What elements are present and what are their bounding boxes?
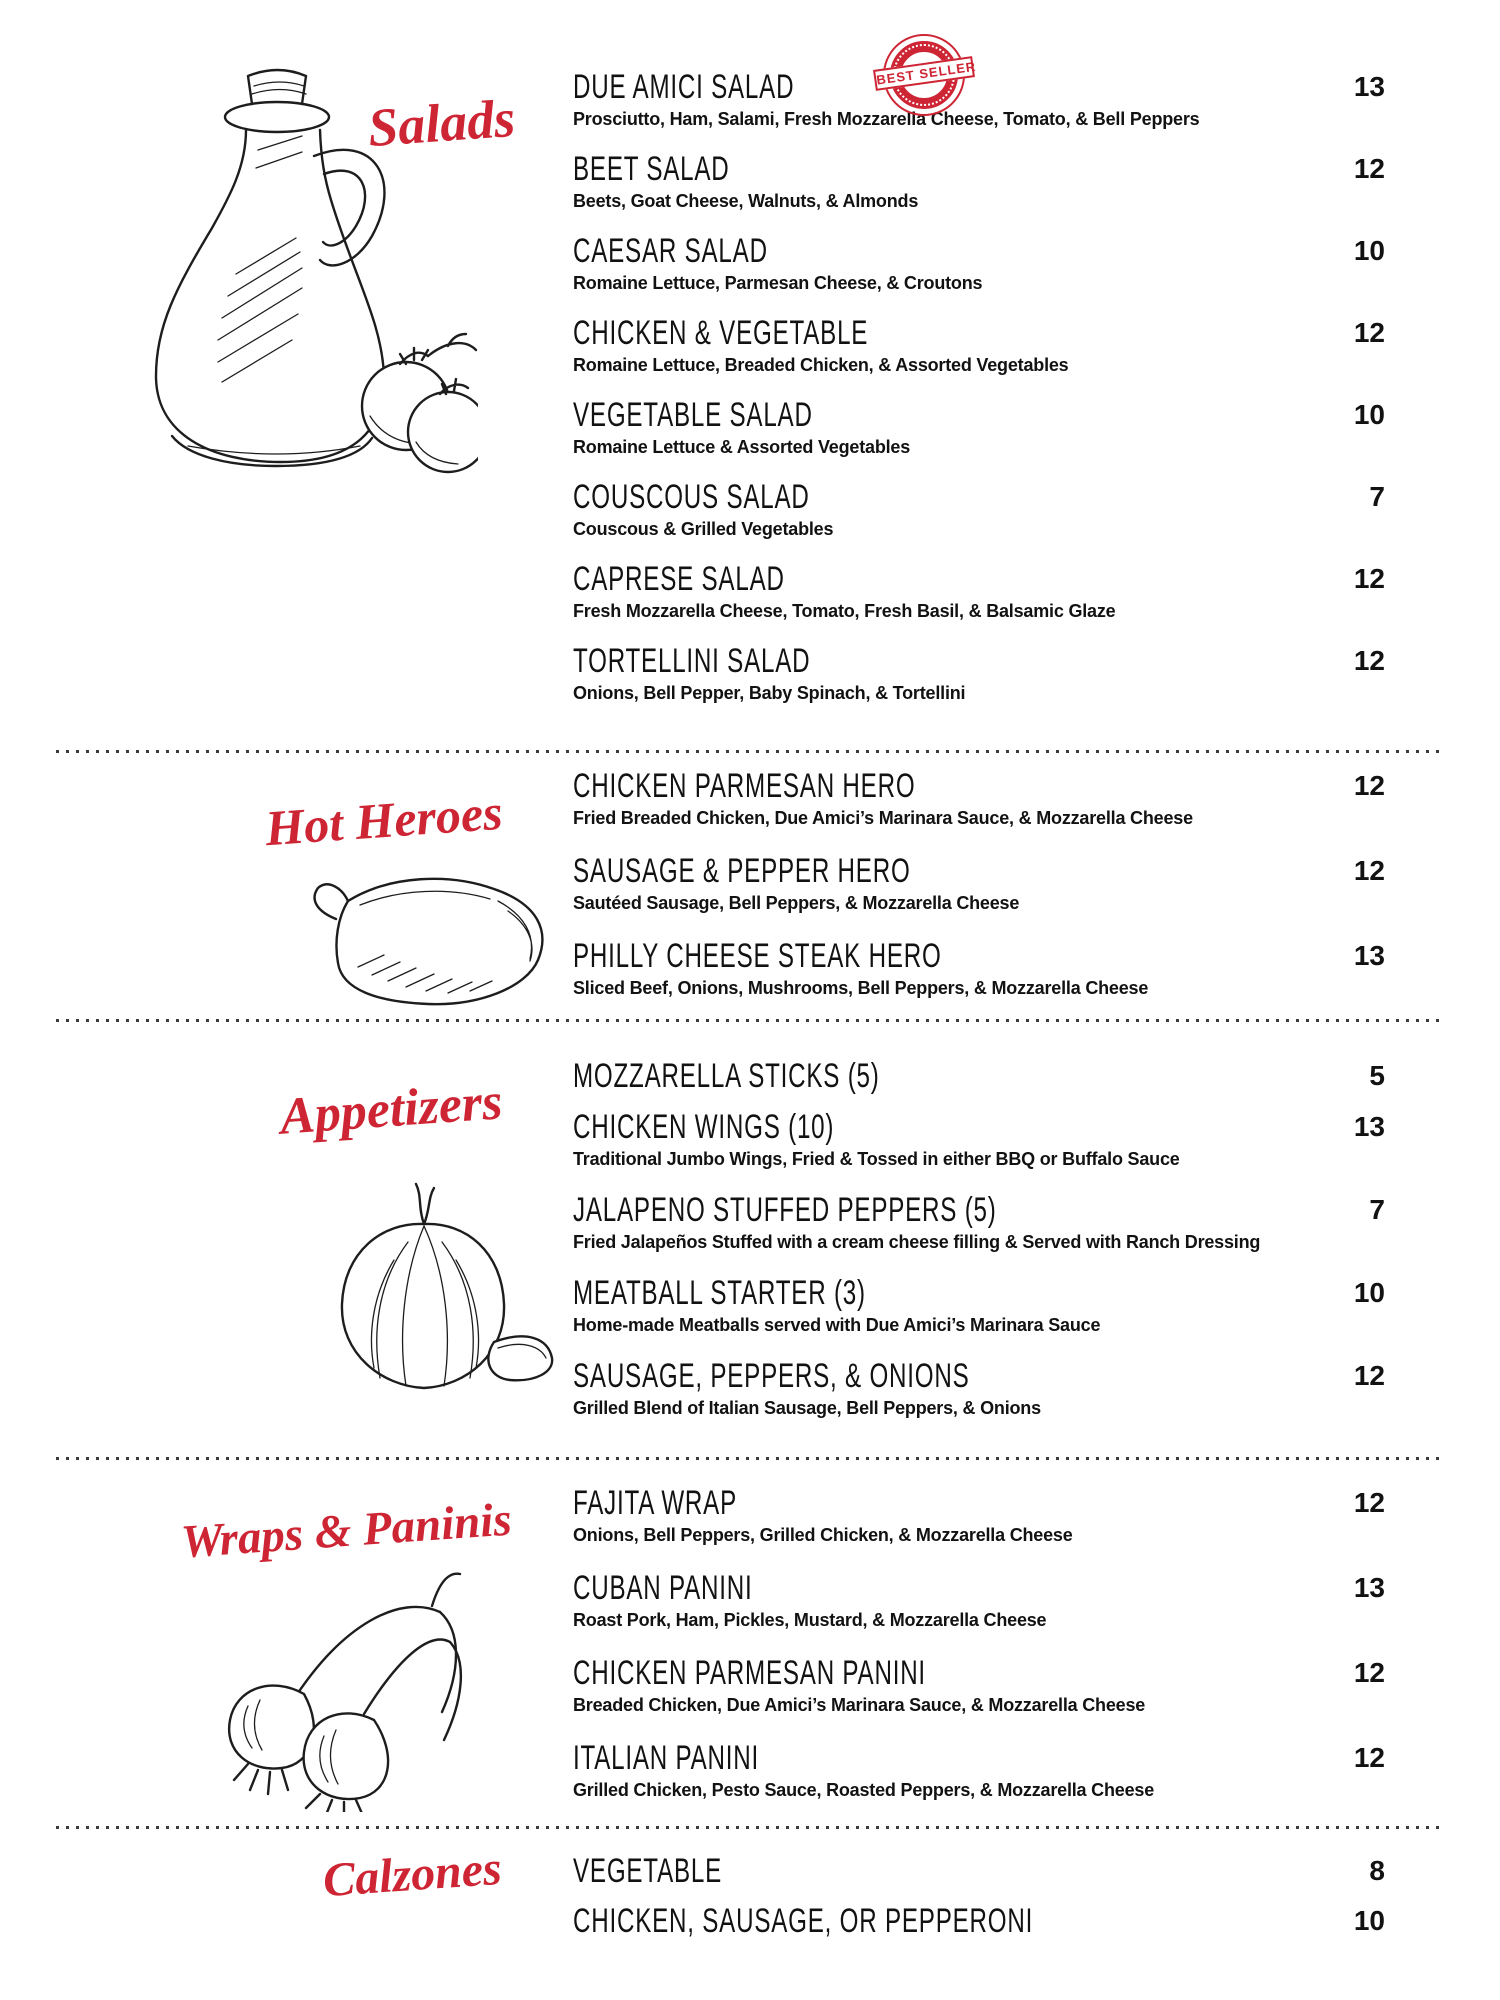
- item-price: 13: [1353, 1572, 1385, 1603]
- menu-item: [573, 557, 1385, 623]
- item-price: 12: [1353, 645, 1385, 676]
- section-wraps-paninis: [0, 1460, 1500, 1826]
- item-description: Onions, Bell Pepper, Baby Spinach, & Tortellini: [573, 683, 966, 703]
- calzones-items: [560, 1829, 1500, 2000]
- section-calzones: [0, 1829, 1500, 2000]
- menu-item: [573, 58, 1385, 131]
- item-name: JALAPENO STUFFED PEPPERS (5): [573, 1188, 997, 1229]
- item-name: CHICKEN PARMESAN HERO: [573, 764, 916, 805]
- item-description: Sliced Beef, Onions, Mushrooms, Bell Peppers, & Mozzarella Cheese: [573, 978, 1149, 998]
- item-name: FAJITA WRAP: [573, 1481, 737, 1522]
- item-price: 12: [1353, 855, 1385, 886]
- item-price: 10: [1353, 399, 1385, 430]
- item-description: Traditional Jumbo Wings, Fried & Tossed in either BBQ or Buffalo Sauce: [573, 1149, 1180, 1169]
- hot-heroes-heading: Hot Heroes: [262, 783, 504, 857]
- item-description: Grilled Blend of Italian Sausage, Bell Peppers, & Onions: [573, 1398, 1041, 1418]
- item-name: SAUSAGE & PEPPER HERO: [573, 849, 911, 890]
- item-name: SAUSAGE, PEPPERS, & ONIONS: [573, 1354, 970, 1395]
- menu-item: [573, 849, 1385, 915]
- menu-item: [573, 764, 1385, 830]
- item-description: Fried Jalapeños Stuffed with a cream cheese filling & Served with Ranch Dressing: [573, 1232, 1261, 1252]
- section-appetizers: [0, 1022, 1500, 1457]
- item-name: BEET SALAD: [573, 147, 730, 188]
- bell-pepper-illustration: [298, 871, 560, 1013]
- item-description: Grilled Chicken, Pesto Sauce, Roasted Peppers, & Mozzarella Cheese: [573, 1780, 1155, 1800]
- item-description: Breaded Chicken, Due Amici’s Marinara Sauce, & Mozzarella Cheese: [573, 1695, 1146, 1715]
- item-price: 10: [1353, 1905, 1385, 1936]
- wraps-left-column: [0, 1460, 560, 1826]
- item-price: 13: [1353, 940, 1385, 971]
- item-name: VEGETABLE: [573, 1849, 723, 1890]
- item-name: COUSCOUS SALAD: [573, 475, 810, 516]
- item-price: 12: [1353, 1742, 1385, 1773]
- item-name: PHILLY CHEESE STEAK HERO: [573, 934, 942, 975]
- item-name: ITALIAN PANINI: [573, 1736, 760, 1777]
- item-name: CHICKEN WINGS (10): [573, 1105, 835, 1146]
- garlic-illustration: [286, 1180, 558, 1412]
- item-price: 12: [1353, 770, 1385, 801]
- menu-item: [573, 475, 1385, 541]
- item-price: 13: [1353, 1111, 1385, 1142]
- item-price: 12: [1353, 1360, 1385, 1391]
- item-name: MEATBALL STARTER (3): [573, 1271, 866, 1312]
- item-description: Sautéed Sausage, Bell Peppers, & Mozzarella Cheese: [573, 893, 1020, 913]
- calzones-heading: Calzones: [321, 1841, 504, 1908]
- item-name: TORTELLINI SALAD: [573, 639, 811, 680]
- menu-item: [573, 1271, 1385, 1337]
- menu-item: [573, 1188, 1385, 1254]
- menu-item: [573, 1481, 1385, 1547]
- item-price: 8: [1369, 1855, 1385, 1886]
- item-description: Roast Pork, Ham, Pickles, Mustard, & Mozzarella Cheese: [573, 1610, 1047, 1630]
- menu-item: [573, 1736, 1385, 1802]
- item-name: MOZZARELLA STICKS (5): [573, 1054, 880, 1095]
- menu-item: [573, 311, 1385, 377]
- olive-oil-cruet-illustration: [118, 64, 478, 476]
- wraps-items: [560, 1460, 1500, 1826]
- item-price: 12: [1353, 317, 1385, 348]
- menu-item: [573, 229, 1385, 295]
- salads-items: [560, 0, 1500, 750]
- hot-heroes-items: [560, 753, 1500, 1019]
- item-description: Home-made Meatballs served with Due Amici’s Marinara Sauce: [573, 1315, 1101, 1335]
- item-name: CHICKEN PARMESAN PANINI: [573, 1651, 926, 1692]
- item-description: Couscous & Grilled Vegetables: [573, 519, 834, 539]
- menu-item: [573, 1849, 1385, 1890]
- item-price: 7: [1369, 481, 1385, 512]
- item-description: Romaine Lettuce, Breaded Chicken, & Assorted Vegetables: [573, 355, 1069, 375]
- item-price: 5: [1369, 1060, 1385, 1091]
- item-name: CAESAR SALAD: [573, 229, 768, 270]
- item-name: VEGETABLE SALAD: [573, 393, 813, 434]
- item-description: Romaine Lettuce, Parmesan Cheese, & Croutons: [573, 273, 983, 293]
- item-price: 10: [1353, 235, 1385, 266]
- best-seller-badge: [875, 34, 977, 116]
- item-price: 7: [1369, 1194, 1385, 1225]
- item-description: Prosciutto, Ham, Salami, Fresh Mozzarella Cheese, Tomato, & Bell Peppers: [573, 109, 1200, 129]
- menu-item: [573, 1105, 1385, 1171]
- section-hot-heroes: [0, 753, 1500, 1019]
- calzones-left-column: [0, 1829, 560, 2000]
- item-name: DUE AMICI SALAD: [573, 65, 795, 106]
- spring-onions-illustration: [192, 1560, 474, 1812]
- item-name: CAPRESE SALAD: [573, 557, 785, 598]
- item-price: 13: [1353, 71, 1385, 102]
- menu-item: [573, 1354, 1385, 1420]
- menu-item: [573, 1899, 1385, 1940]
- item-price: 12: [1353, 1657, 1385, 1688]
- item-price: 10: [1353, 1277, 1385, 1308]
- menu-item: [573, 934, 1385, 1000]
- item-description: Beets, Goat Cheese, Walnuts, & Almonds: [573, 191, 919, 211]
- menu-item: [573, 393, 1385, 459]
- menu-item: [573, 1566, 1385, 1632]
- item-name: CUBAN PANINI: [573, 1566, 753, 1607]
- badge-label: BEST SELLER: [873, 56, 975, 91]
- appetizers-left-column: [0, 1022, 560, 1457]
- item-description: Romaine Lettuce & Assorted Vegetables: [573, 437, 911, 457]
- item-name: CHICKEN & VEGETABLE: [573, 311, 869, 352]
- hot-heroes-left-column: [0, 753, 560, 1019]
- menu-item: [573, 1651, 1385, 1717]
- menu-item: [573, 1054, 1385, 1095]
- section-salads: [0, 0, 1500, 750]
- wraps-paninis-heading: Wraps & Paninis: [179, 1493, 514, 1569]
- item-description: Fresh Mozzarella Cheese, Tomato, Fresh Basil, & Balsamic Glaze: [573, 601, 1116, 621]
- menu-item: [573, 639, 1385, 705]
- appetizers-heading: Appetizers: [277, 1073, 504, 1146]
- item-price: 12: [1353, 153, 1385, 184]
- item-name: CHICKEN, SAUSAGE, OR PEPPERONI: [573, 1899, 1034, 1940]
- salads-heading: Salads: [366, 87, 517, 159]
- item-description: Onions, Bell Peppers, Grilled Chicken, & Mozzarella Cheese: [573, 1525, 1073, 1545]
- item-price: 12: [1353, 1487, 1385, 1518]
- menu-item: [573, 147, 1385, 213]
- item-description: Fried Breaded Chicken, Due Amici’s Marinara Sauce, & Mozzarella Cheese: [573, 808, 1193, 828]
- appetizers-items: [560, 1022, 1500, 1457]
- item-price: 12: [1353, 563, 1385, 594]
- salads-left-column: [0, 0, 560, 750]
